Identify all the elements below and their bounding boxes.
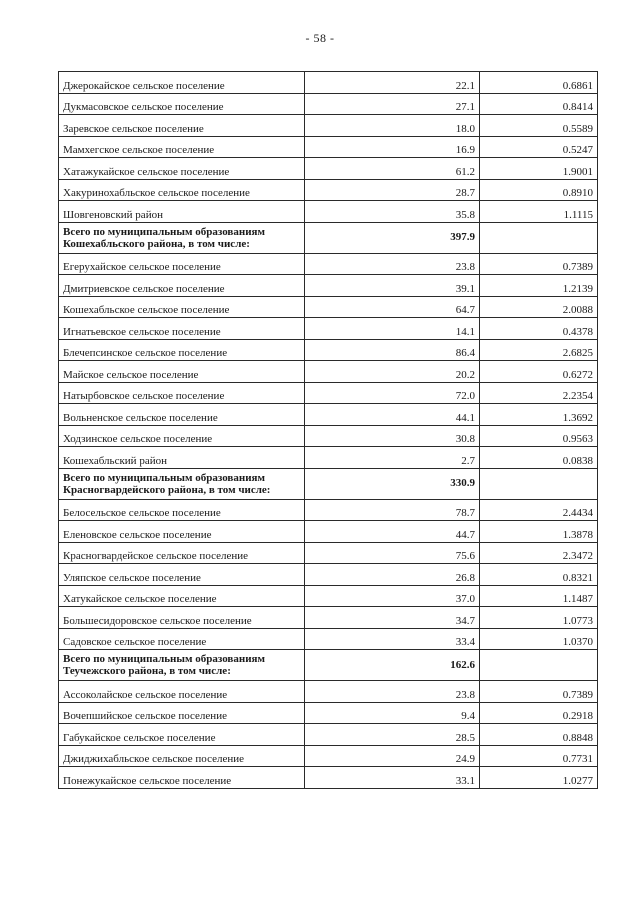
- value-cell: 34.7: [305, 607, 480, 629]
- municipality-name-cell: Игнатьевское сельское поселение: [59, 318, 305, 340]
- municipality-name-cell: Садовское сельское поселение: [59, 628, 305, 650]
- value-cell: 35.8: [305, 201, 480, 223]
- municipality-name-cell: Хатукайское сельское поселение: [59, 585, 305, 607]
- municipality-name-cell: Дмитриевское сельское поселение: [59, 275, 305, 297]
- coefficient-cell: 1.1115: [480, 201, 598, 223]
- municipality-name-cell: Блечепсинское сельское поселение: [59, 339, 305, 361]
- value-cell: 2.7: [305, 447, 480, 469]
- value-cell: 22.1: [305, 72, 480, 94]
- coefficient-cell: 1.3878: [480, 521, 598, 543]
- municipality-name-cell: Всего по муниципальным образованиям Теучежского района, в том числе:: [59, 650, 305, 681]
- coefficient-cell: 2.0088: [480, 296, 598, 318]
- value-cell: 75.6: [305, 542, 480, 564]
- municipality-name-cell: Красногвардейское сельское поселение: [59, 542, 305, 564]
- coefficient-cell: 2.6825: [480, 339, 598, 361]
- coefficient-cell: 0.6272: [480, 361, 598, 383]
- municipality-name-cell: Майское сельское поселение: [59, 361, 305, 383]
- coefficient-cell: 0.2918: [480, 702, 598, 724]
- coefficient-cell: 1.3692: [480, 404, 598, 426]
- coefficient-cell: 2.4434: [480, 499, 598, 521]
- value-cell: 44.7: [305, 521, 480, 543]
- coefficient-cell: 0.7389: [480, 681, 598, 703]
- table-row: [59, 767, 598, 789]
- municipality-name-cell: Дукмасовское сельское поселение: [59, 93, 305, 115]
- municipality-name-cell: Заревское сельское поселение: [59, 115, 305, 137]
- value-cell: 44.1: [305, 404, 480, 426]
- municipality-name-cell: Хакуринохабльское сельское поселение: [59, 179, 305, 201]
- value-cell: 23.8: [305, 681, 480, 703]
- value-cell: 9.4: [305, 702, 480, 724]
- municipality-name-cell: Хатажукайское сельское поселение: [59, 158, 305, 180]
- coefficient-cell: 2.3472: [480, 542, 598, 564]
- municipality-name-cell: Кошехабльский район: [59, 447, 305, 469]
- table-row: [59, 542, 598, 564]
- value-cell: 33.4: [305, 628, 480, 650]
- coefficient-cell: 1.9001: [480, 158, 598, 180]
- municipality-name-cell: Ходзинское сельское поселение: [59, 425, 305, 447]
- municipality-name-cell: Мамхегское сельское поселение: [59, 136, 305, 158]
- municipality-name-cell: Большесидоровское сельское поселение: [59, 607, 305, 629]
- value-cell: 16.9: [305, 136, 480, 158]
- table-row: [59, 425, 598, 447]
- table-row: [59, 361, 598, 383]
- coefficient-cell: 0.9563: [480, 425, 598, 447]
- value-cell: 162.6: [305, 650, 480, 681]
- table-row: [59, 681, 598, 703]
- municipality-name-cell: Джиджихабльское сельское поселение: [59, 745, 305, 767]
- coefficient-cell: 1.2139: [480, 275, 598, 297]
- coefficient-cell: 2.2354: [480, 382, 598, 404]
- table-row: [59, 158, 598, 180]
- value-cell: 33.1: [305, 767, 480, 789]
- value-cell: 37.0: [305, 585, 480, 607]
- table-row: [59, 318, 598, 340]
- value-cell: 30.8: [305, 425, 480, 447]
- page-number: - 58 -: [305, 31, 335, 45]
- value-cell: 64.7: [305, 296, 480, 318]
- municipality-name-cell: Габукайское сельское поселение: [59, 724, 305, 746]
- municipality-name-cell: Кошехабльское сельское поселение: [59, 296, 305, 318]
- coefficient-cell: 1.0370: [480, 628, 598, 650]
- municipality-name-cell: Вочепшийское сельское поселение: [59, 702, 305, 724]
- municipality-name-cell: Ассоколайское сельское поселение: [59, 681, 305, 703]
- data-table: [58, 71, 598, 789]
- value-cell: 18.0: [305, 115, 480, 137]
- municipality-name-cell: Шовгеновский район: [59, 201, 305, 223]
- table-row: [59, 72, 598, 94]
- table-row: [59, 253, 598, 275]
- value-cell: 14.1: [305, 318, 480, 340]
- municipality-name-cell: Понежукайское сельское поселение: [59, 767, 305, 789]
- coefficient-cell: 0.7731: [480, 745, 598, 767]
- municipality-name-cell: Уляпское сельское поселение: [59, 564, 305, 586]
- coefficient-cell: 0.8321: [480, 564, 598, 586]
- municipality-name-cell: Всего по муниципальным образованиям Красногвардейского района, в том числе:: [59, 468, 305, 499]
- municipality-name-cell: Еленовское сельское поселение: [59, 521, 305, 543]
- table-row-total: [59, 222, 598, 253]
- table-row: [59, 702, 598, 724]
- value-cell: 28.5: [305, 724, 480, 746]
- table-row: [59, 179, 598, 201]
- coefficient-cell: 1.0773: [480, 607, 598, 629]
- coefficient-cell: [480, 468, 598, 499]
- coefficient-cell: 0.8414: [480, 93, 598, 115]
- coefficient-cell: 1.1487: [480, 585, 598, 607]
- table-row: [59, 93, 598, 115]
- table-row: [59, 296, 598, 318]
- coefficient-cell: [480, 222, 598, 253]
- coefficient-cell: 1.0277: [480, 767, 598, 789]
- coefficient-cell: 0.8848: [480, 724, 598, 746]
- value-cell: 86.4: [305, 339, 480, 361]
- table-row: [59, 607, 598, 629]
- table-row: [59, 201, 598, 223]
- table-row: [59, 585, 598, 607]
- value-cell: 28.7: [305, 179, 480, 201]
- table-body: [59, 72, 598, 789]
- table-row: [59, 115, 598, 137]
- coefficient-cell: 0.5589: [480, 115, 598, 137]
- table-row: [59, 724, 598, 746]
- municipality-name-cell: Всего по муниципальным образованиям Кошехабльского района, в том числе:: [59, 222, 305, 253]
- value-cell: 61.2: [305, 158, 480, 180]
- value-cell: 330.9: [305, 468, 480, 499]
- coefficient-cell: 0.0838: [480, 447, 598, 469]
- table-row: [59, 447, 598, 469]
- value-cell: 397.9: [305, 222, 480, 253]
- coefficient-cell: 0.6861: [480, 72, 598, 94]
- value-cell: 78.7: [305, 499, 480, 521]
- municipality-name-cell: Натырбовское сельское поселение: [59, 382, 305, 404]
- table-row: [59, 382, 598, 404]
- coefficient-cell: 0.7389: [480, 253, 598, 275]
- table-row: [59, 404, 598, 426]
- table-row: [59, 499, 598, 521]
- value-cell: 26.8: [305, 564, 480, 586]
- municipality-name-cell: Джерокайское сельское поселение: [59, 72, 305, 94]
- value-cell: 39.1: [305, 275, 480, 297]
- value-cell: 27.1: [305, 93, 480, 115]
- table-row: [59, 745, 598, 767]
- coefficient-cell: 0.4378: [480, 318, 598, 340]
- table-row: [59, 628, 598, 650]
- table-row-total: [59, 650, 598, 681]
- table-row: [59, 136, 598, 158]
- municipality-name-cell: Белосельское сельское поселение: [59, 499, 305, 521]
- value-cell: 24.9: [305, 745, 480, 767]
- table-row: [59, 564, 598, 586]
- value-cell: 72.0: [305, 382, 480, 404]
- coefficient-cell: [480, 650, 598, 681]
- table-row: [59, 275, 598, 297]
- municipality-name-cell: Егерухайское сельское поселение: [59, 253, 305, 275]
- value-cell: 20.2: [305, 361, 480, 383]
- table-row-total: [59, 468, 598, 499]
- table-row: [59, 339, 598, 361]
- coefficient-cell: 0.5247: [480, 136, 598, 158]
- municipality-name-cell: Вольненское сельское поселение: [59, 404, 305, 426]
- table-row: [59, 521, 598, 543]
- coefficient-cell: 0.8910: [480, 179, 598, 201]
- value-cell: 23.8: [305, 253, 480, 275]
